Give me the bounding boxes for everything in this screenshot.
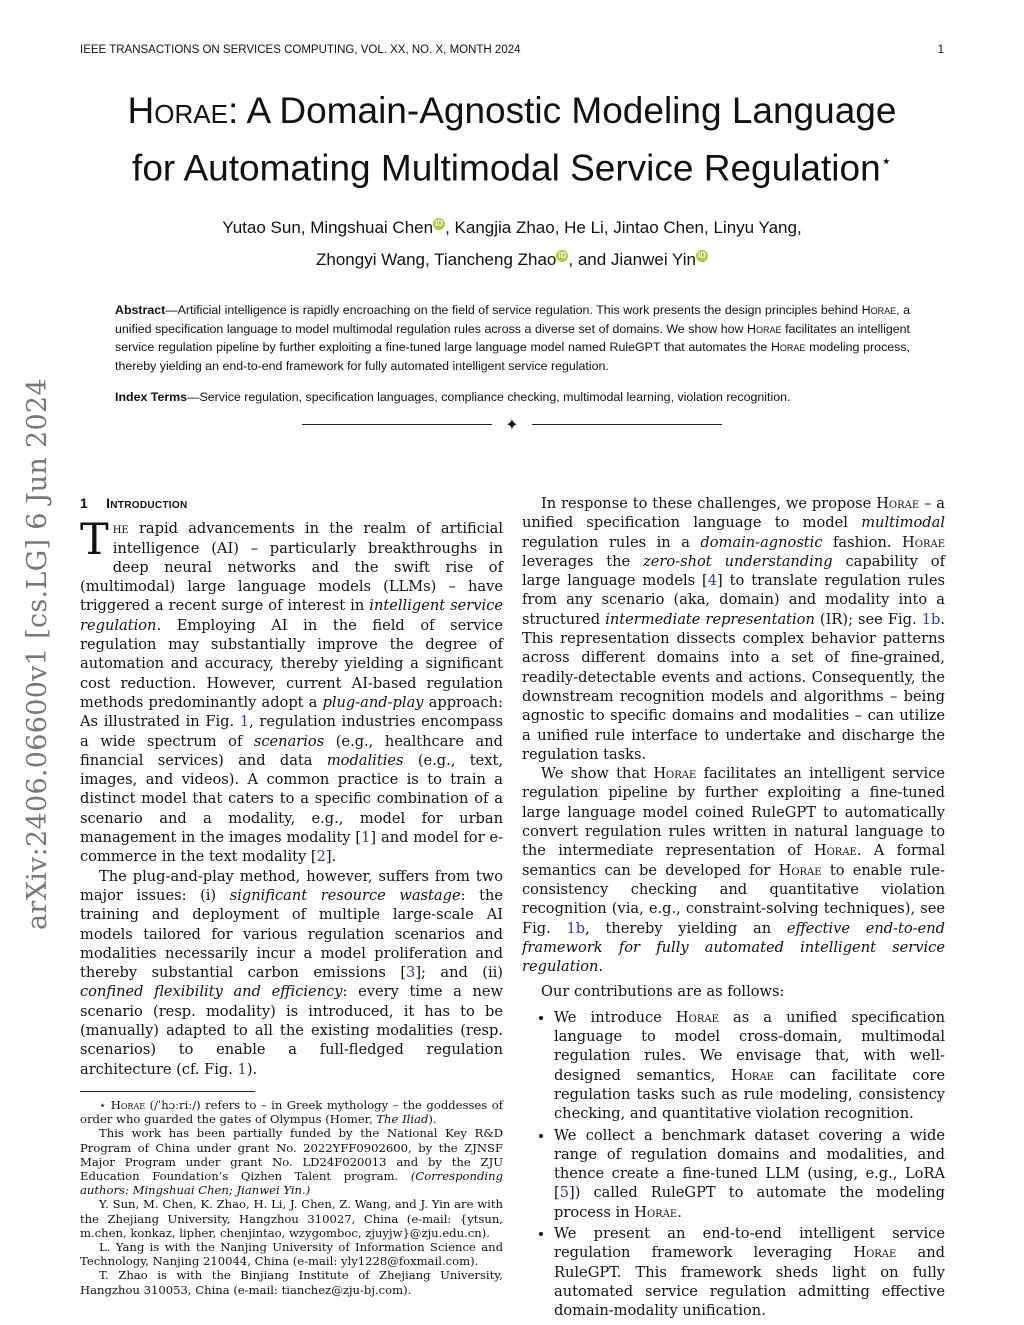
text: We present an end-to-end intelligent service regulation framework leveraging xyxy=(554,1224,945,1262)
text: leverages the xyxy=(522,552,644,570)
footnote-horae xyxy=(80,1098,503,1126)
citation-link[interactable]: 3 xyxy=(406,964,416,982)
index-terms-text: —Service regulation, specification languages, compliance checking, multimodal learning, violation recognition. xyxy=(187,390,791,404)
abstract-label: Abstract xyxy=(115,303,166,317)
journal-name: IEEE TRANSACTIONS ON SERVICES COMPUTING, VOL. XX, NO. X, MONTH 2024 xyxy=(80,44,521,56)
text: : every time a new scenario (resp. modality) is introduced, it has to be (manually) adapted to all the existing modalities (resp. scenarios) to enable a full-fledged regulation architecture (cf. Fig. xyxy=(80,983,503,1078)
divider-diamond-icon: ✦ xyxy=(505,414,519,434)
citation-link[interactable]: 2 xyxy=(316,848,326,866)
abstract xyxy=(115,301,910,375)
text: (e.g., healthcare and financial services) and data xyxy=(80,732,503,769)
list-item xyxy=(554,1224,945,1320)
page-number: 1 xyxy=(937,44,944,56)
horae-name: Horae xyxy=(853,1244,897,1262)
authors-part4: , and Jianwei Yin xyxy=(568,250,696,269)
horae-name: Horae xyxy=(634,1203,678,1221)
abstract-horae: Horae xyxy=(747,321,782,336)
citation-link[interactable]: 4 xyxy=(707,572,718,590)
text: The plug-and-play method, however, suffers from two major issues: (i) xyxy=(80,867,503,904)
intro-paragraph-2 xyxy=(80,867,503,1079)
footnote-rule xyxy=(80,1091,255,1092)
text: ] and model for e-commerce in the text modality [ xyxy=(80,829,503,866)
abstract-text: —Artificial intelligence is rapidly encroaching on the field of service regulation. This work presents the design principles behind xyxy=(165,303,862,317)
horae-name: Horae xyxy=(653,765,697,783)
authors-part3: Zhongyi Wang, Tiancheng Zhao xyxy=(316,250,557,269)
intro-paragraph-1 xyxy=(80,515,504,866)
abstract-horae: Horae xyxy=(770,340,806,354)
horae-name: Horae xyxy=(876,495,920,512)
title-star: ⋆ xyxy=(880,151,892,171)
text-italic: domain-agnostic xyxy=(700,533,823,551)
text: In response to these challenges, we propose xyxy=(541,495,877,512)
text: rapid advancements in the realm of artificial intelligence (AI) – particularly breakthroughs in deep neural networks and the swift rise of (multimodal) large language models (LLMs) – have triggered a recent surge of interest in xyxy=(80,520,503,615)
text: . A formal semantics can be developed for xyxy=(522,842,945,879)
text: can facilitate core regulation tasks such as rule modeling, consistency checking, and quantitative violation recognition. xyxy=(554,1066,945,1123)
text-italic: confined flexibility and efficiency xyxy=(80,983,343,1001)
text: . xyxy=(677,1203,682,1221)
abstract-text: facilitates an intelligent service regulation pipeline by further exploiting a fine-tuned large language model named RuleGPT that automates the xyxy=(115,321,910,354)
section-number: 1 xyxy=(80,495,89,511)
contributions-list xyxy=(522,1008,945,1321)
text-italic: modalities xyxy=(326,751,404,769)
text: approach: As illustrated in Fig. xyxy=(80,693,503,731)
paragraph-pipeline xyxy=(522,764,945,976)
section-heading xyxy=(80,494,503,513)
text-italic: intermediate representation xyxy=(605,610,815,628)
paper-title xyxy=(40,86,984,193)
citation-link[interactable]: 1 xyxy=(361,829,371,847)
text: ). xyxy=(246,1060,258,1078)
text-italic: plug-and-play xyxy=(322,693,424,711)
footnote-affiliation-nuist: L. Yang is with the Nanjing University of Information Science and Technology, Nanjing 210044, China (e-mail: yly1228@foxmail.com). xyxy=(80,1239,503,1269)
drop-cap: T xyxy=(80,515,109,566)
text: (IR); see Fig. xyxy=(814,610,922,628)
title-line2: for Automating Multimodal Service Regulation xyxy=(132,147,881,189)
footnote-star: ⋆ xyxy=(99,1097,111,1112)
text: This work has been partially funded by the National Key R&D Program of China under grant No. 2022YFF0902600, by the ZJNSF Major Program under grant No. LD24F020013 and by the ZJU Education Foundation’s Qizhen Talent program. xyxy=(80,1126,503,1183)
left-column xyxy=(80,494,503,1297)
horae-name: Horae xyxy=(778,861,822,879)
paragraph-response xyxy=(522,494,945,764)
figure-ref-link[interactable]: 1b xyxy=(921,610,941,628)
text: , regulation industries encompass a wide spectrum of xyxy=(80,713,503,750)
horae-name: Horae xyxy=(675,1008,719,1026)
text: , thereby yielding an xyxy=(585,919,787,937)
text-italic: multimodal xyxy=(861,514,945,532)
section-divider xyxy=(302,414,722,434)
text-italic: intelligent service regulation xyxy=(80,597,504,634)
text: . Employing AI in the field of service regulation may substantially improve the degree of automation and accuracy, thereby yielding a significant cost reduction. However, current AI-based regulation methods predominantly adopt a xyxy=(80,616,503,711)
horae-name: Horae xyxy=(902,533,945,551)
list-item xyxy=(554,1008,945,1124)
text: capability of large language models [ xyxy=(522,552,945,590)
authors-part1: Yutao Sun, Mingshuai Chen xyxy=(222,218,434,237)
abstract-text: modeling process, thereby yielding an end-to-end framework for fully automated intelligent service regulation. xyxy=(115,340,910,373)
arxiv-stamp[interactable]: arXiv:2406.06600v1 [cs.LG] 6 Jun 2024 xyxy=(22,378,53,930)
orcid-icon[interactable]: iD xyxy=(435,219,444,229)
divider-line-left xyxy=(302,424,492,425)
text: We collect a benchmark dataset covering a wide range of regulation domains and modalities, and thence create a fine-tuned LLM (using, e.g., LoRA [ xyxy=(554,1126,945,1202)
text: (/ˈhɔːriː/) refers to – in Greek mythology – the goddesses of order who guarded the gates of Olympus (Homer, xyxy=(80,1097,503,1127)
text: as a unified specification language to model cross-domain, multimodal regulation rules. We envisage that, with well-designed semantics, xyxy=(554,1008,946,1084)
text: We show that xyxy=(541,765,654,783)
text-italic: significant resource wastage xyxy=(229,886,461,904)
figure-ref-link[interactable]: 1b xyxy=(566,919,586,937)
text: We introduce xyxy=(554,1008,676,1026)
footnote-affiliation-binjiang: T. Zhao is with the Binjiang Institute of Zhejiang University, Hangzhou 310053, China (e-mail: tianchez@zju-bj.com). xyxy=(80,1268,503,1297)
title-horae: Horae xyxy=(127,90,228,131)
figure-ref-link[interactable]: 1 xyxy=(239,713,250,731)
text: and RuleGPT. This framework sheds light on fully automated service regulation admitting effective domain-modality unification. xyxy=(554,1244,945,1320)
running-header xyxy=(80,44,944,56)
citation-link[interactable]: 5 xyxy=(559,1184,569,1202)
index-terms-label: Index Terms xyxy=(115,390,188,404)
text: . xyxy=(598,958,604,976)
divider-line-right xyxy=(532,424,722,425)
title-line1: : A Domain-Agnostic Modeling Language xyxy=(227,90,897,131)
text: ]) called RuleGPT to automate the modeling process in xyxy=(554,1184,945,1221)
text: fashion. xyxy=(822,533,903,551)
footnote-affiliation-zju: Y. Sun, M. Chen, K. Zhao, H. Li, J. Chen, Z. Wang, and J. Yin are with the Zhejiang University, Hangzhou 310027, China (e-mail: {ytsun, m.chen, konkaz, lipher, chenjintao, wzygomboc, zjuyjw}@zju.edu.cn). xyxy=(80,1197,503,1240)
text: . This representation dissects complex behavior patterns across different domains into a set of fine-grained, readily-detectable events and actions. Consequently, the downstream recognition models and algorithms – being agnostic to specific domains and modalities – can utilize a unified rule interface to undertake and discharge the regulation tasks. xyxy=(522,610,945,763)
text: (e.g., text, images, and videos). A common practice is to train a distinct model that caters to a specific combination of a scenario and a modality, e.g., model for urban management in the images modality [ xyxy=(80,751,503,847)
drop-cap-rest: he xyxy=(112,520,129,538)
text-italic: zero-shot understanding xyxy=(643,552,833,570)
abstract-horae: Horae xyxy=(861,303,897,317)
paragraph-contributions-intro: Our contributions are as follows: xyxy=(541,983,785,1001)
orcid-icon[interactable]: iD xyxy=(697,251,706,261)
text: ]. xyxy=(325,848,337,866)
footnote-funding xyxy=(80,1126,503,1197)
figure-ref-link[interactable]: 1 xyxy=(237,1060,247,1078)
text-italic: (Corresponding authors: Mingshuai Chen; Jianwei Yin.) xyxy=(80,1168,503,1198)
text-italic: effective end-to-end framework for fully automated intelligent service regulation xyxy=(522,919,945,976)
orcid-icon[interactable]: iD xyxy=(558,251,567,261)
section-title-first: I xyxy=(106,495,111,511)
horae-name: Horae xyxy=(730,1066,774,1084)
text: facilitates an intelligent service regulation pipeline by further exploiting a fine-tuned large language model coined RuleGPT to automatically convert regulation rules written in natural language to the intermediate representation of xyxy=(522,765,946,860)
footnote-horae-name: Horae xyxy=(110,1097,146,1112)
text: ). xyxy=(428,1112,437,1127)
horae-name: Horae xyxy=(813,842,857,860)
text: ]; and (ii) xyxy=(415,964,503,982)
section-title-rest: ntroduction xyxy=(110,495,188,511)
text: – a unified specification language to model xyxy=(522,495,946,532)
authors-part2: , Kangjia Zhao, He Li, Jintao Chen, Linyu Yang, xyxy=(445,218,802,237)
text: regulation rules in a xyxy=(522,533,701,551)
text-italic: scenarios xyxy=(253,732,325,750)
text: to enable rule-consistency checking and quantitative violation recognition (via, e.g., constraint-solving techniques), see Fig. xyxy=(522,861,945,937)
text: : the training and deployment of multiple large-scale AI models tailored for various regulation scenarios and modalities necessarily incur a model proliferation and thereby substantial carbon emissions [ xyxy=(80,886,503,982)
abstract-text: , a unified specification language to model multimodal regulation rules across a diverse set of domains. We show how xyxy=(115,303,910,336)
author-list xyxy=(80,212,944,276)
right-column xyxy=(522,494,945,1322)
list-item xyxy=(554,1126,945,1222)
index-terms xyxy=(115,388,910,406)
text: ] to translate regulation rules from any scenario (aka, domain) and modality into a structured xyxy=(522,572,945,628)
text-italic: The Iliad xyxy=(376,1112,429,1127)
